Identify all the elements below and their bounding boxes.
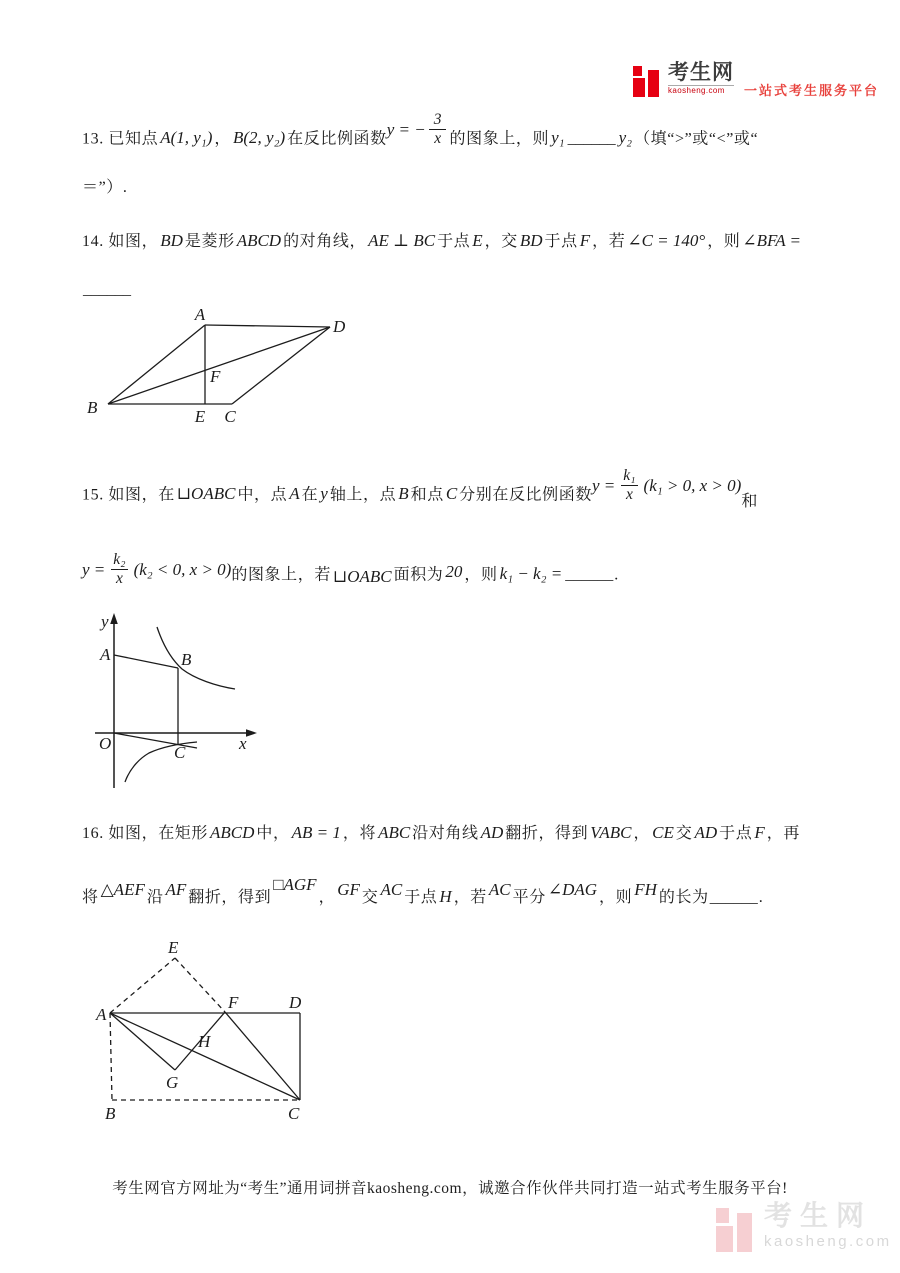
axis-label-y: y [101, 612, 109, 631]
text-run: 13. 已知点 [82, 130, 159, 148]
text-run: ，则 [599, 889, 633, 906]
math-fraction: y = $\frac{\text{k₁}}{x}$ (k₁ > 0, x > 0) [591, 467, 742, 504]
text-run: 于点 [719, 825, 753, 842]
text-run: 面积为 [393, 566, 444, 584]
point-label-f: F [228, 993, 239, 1012]
math-run: GF [337, 880, 360, 899]
logo-block [633, 78, 645, 97]
math-run: AC [488, 880, 511, 899]
text-run: 平分 [512, 889, 546, 906]
text-run: ，则 [707, 233, 741, 250]
figure-q15-graph [85, 608, 270, 798]
text-run: 的长为 [658, 889, 709, 906]
text-run: ，再 [766, 825, 800, 842]
logo-brand-name: 考生网 [668, 61, 734, 84]
math-run: AD [694, 823, 718, 842]
question-15-line-2 [82, 551, 619, 594]
text-run: 在反比例函数 [287, 130, 387, 148]
question-13-line-1 [82, 111, 759, 158]
math-run: A(1, y₁) [160, 128, 213, 148]
text-run: 14. 如图， [82, 233, 159, 250]
answer-blank: ______ [565, 566, 614, 584]
point-label-a: A [100, 645, 111, 664]
vertex-label-a: A [96, 1005, 107, 1024]
logo-block [648, 70, 659, 97]
origin-label-o: O [99, 734, 112, 753]
text-run: 中，点 [237, 486, 288, 504]
text-run: 于点 [437, 233, 471, 250]
math-run: AF [165, 880, 187, 899]
question-14-line-2 [82, 280, 132, 301]
answer-blank: ______ [567, 130, 616, 148]
text-run: 交 [361, 889, 379, 906]
math-run: ABCD [210, 823, 255, 842]
math-run: y₁ [551, 128, 565, 148]
math-run: CE [652, 823, 674, 842]
math-run: ⊔OABC [176, 484, 236, 504]
side-AD [205, 325, 330, 327]
watermark-brand: 考生网 [764, 1200, 873, 1231]
vertex-label-d: D [333, 317, 346, 336]
text-run: 交 [675, 825, 693, 842]
math-run: k₁ − k₂ = [499, 564, 563, 584]
math-run: BD [519, 231, 543, 250]
side-BA [108, 325, 205, 404]
text-run: 和点 [410, 486, 444, 504]
question-13-line-2 [82, 178, 128, 199]
text-run: ， [214, 130, 231, 148]
math-fraction: y = $\frac{\text{k₂}}{x}$ (k₂ < 0, x > 0) [82, 551, 232, 588]
text-run: ，将 [342, 825, 377, 842]
math-run: C [445, 484, 458, 504]
text-run: 16. 如图，在矩形 [82, 825, 209, 842]
question-14-line-1 [82, 230, 803, 253]
math-run: B(2, y₂) [232, 128, 286, 148]
math-run: ∠BFA = [742, 231, 802, 250]
figure-q16-rectangle [95, 935, 325, 1130]
kaosheng-watermark-icon [712, 1202, 756, 1252]
math-fraction: y = − $\frac{3}{x}$ [387, 112, 450, 148]
text-run: ， [633, 825, 651, 842]
point-label-c: C [174, 743, 186, 762]
math-run: ABC [378, 823, 411, 842]
watermark-block [716, 1226, 733, 1252]
text-run: 在 [301, 486, 319, 504]
math-run: ABCD [236, 231, 282, 250]
logo-tagline: 一站式考生服务平台 [744, 83, 880, 98]
diagonal-AC [110, 1013, 300, 1100]
dashed-AB [110, 1013, 112, 1100]
math-run: y [320, 484, 328, 504]
figure-q14-rhombus [80, 300, 360, 430]
kaosheng-logo [633, 62, 879, 99]
footer-slogan: 考生网官方网址为“考生”通用词拼音kaosheng.com，诚邀合作伙伴共同打造一站式考生服务平台! [112, 1180, 788, 1197]
math-run: △AEF [100, 880, 145, 899]
question-15-line-1 [82, 467, 758, 514]
text-run: ，交 [484, 233, 518, 250]
text-run: 分别在反比例函数 [459, 486, 592, 504]
question-16-line-1 [82, 822, 800, 845]
watermark-block [737, 1213, 752, 1252]
watermark-text [764, 1202, 892, 1249]
dashed-EF [175, 958, 225, 1012]
logo-text [668, 62, 734, 95]
text-run: 和 [741, 493, 758, 511]
text-run: ＝”）. [82, 179, 128, 196]
segment-FC [225, 1012, 300, 1100]
text-run: 于点 [544, 233, 578, 250]
math-run: E [472, 231, 483, 250]
text-run: 于点 [404, 889, 438, 906]
math-run: ∠C = 140° [627, 231, 706, 250]
vertex-label-b: B [87, 398, 98, 417]
math-run: A [289, 484, 300, 504]
text-run: ，若 [453, 889, 487, 906]
math-run: AB = 1 [291, 823, 341, 842]
point-label-f: F [210, 367, 221, 386]
question-16-line-2 [82, 875, 764, 909]
vertex-label-d: D [289, 993, 302, 1012]
math-run: H [439, 887, 452, 906]
axis-label-x: x [239, 734, 247, 753]
math-run: AC [380, 880, 403, 899]
math-run: FH [634, 880, 657, 899]
math-run: VABC [590, 823, 632, 842]
text-run: 是菱形 [184, 233, 235, 250]
answer-blank: ______ [83, 281, 131, 298]
logo-domain: kaosheng.com [668, 85, 734, 95]
math-run: BD [160, 231, 183, 250]
kaosheng-watermark [712, 1202, 892, 1252]
segment-AB [114, 655, 178, 668]
text-run: 中， [256, 825, 290, 842]
x-axis-arrow [246, 729, 257, 737]
diagonal-BD [108, 327, 330, 404]
watermark-block [716, 1208, 729, 1223]
logo-block [633, 66, 642, 76]
point-label-b: B [181, 650, 192, 669]
vertex-label-c: C [288, 1104, 300, 1123]
vertex-label-a: A [194, 305, 206, 324]
text-run: ， [318, 889, 336, 906]
text-run: 将 [82, 889, 99, 906]
text-run: ，若 [592, 233, 626, 250]
math-run: y₂ [618, 128, 633, 148]
text-run: . [614, 566, 619, 584]
segment-AG [110, 1013, 175, 1070]
math-run: F [579, 231, 591, 250]
y-axis-arrow [110, 613, 118, 624]
text-run: 15. 如图，在 [82, 486, 175, 504]
kaosheng-logo-icon [633, 62, 663, 99]
point-label-e: E [194, 407, 206, 426]
math-run: AD [480, 823, 504, 842]
side-DC [232, 327, 330, 404]
vertex-label-c: C [224, 407, 236, 426]
point-label-h: H [198, 1032, 211, 1051]
dashed-AE [110, 958, 175, 1013]
text-run: 翻折，得到 [188, 889, 272, 906]
answer-blank: ______ [709, 889, 758, 906]
math-run: F [754, 823, 765, 842]
math-run: □AGF [273, 875, 317, 894]
hyperbola-k2-branch [125, 742, 197, 782]
watermark-domain: kaosheng.com [764, 1233, 892, 1250]
math-run: ⊔OABC [332, 567, 392, 587]
point-label-g: G [166, 1073, 179, 1092]
hyperbola-k1-branch [157, 627, 235, 689]
text-run: 的图象上，若 [231, 566, 331, 584]
text-run: （填“>”或“<”或“ [634, 130, 759, 148]
math-run: ∠DAG [547, 880, 598, 899]
math-run: 20 [445, 562, 463, 582]
math-run: B [398, 484, 409, 504]
text-run: 沿 [146, 889, 164, 906]
text-run: 轴上，点 [329, 486, 397, 504]
text-run: 沿对角线 [412, 825, 479, 842]
text-run: . [758, 889, 764, 906]
math-run: AE ⊥ BC [368, 231, 436, 250]
vertex-label-b: B [105, 1104, 116, 1123]
text-run: 的图象上，则 [449, 130, 550, 148]
text-run: ，则 [464, 566, 498, 584]
text-run: 翻折，得到 [505, 825, 589, 842]
point-label-e: E [168, 938, 179, 957]
text-run: 的对角线， [283, 233, 367, 250]
